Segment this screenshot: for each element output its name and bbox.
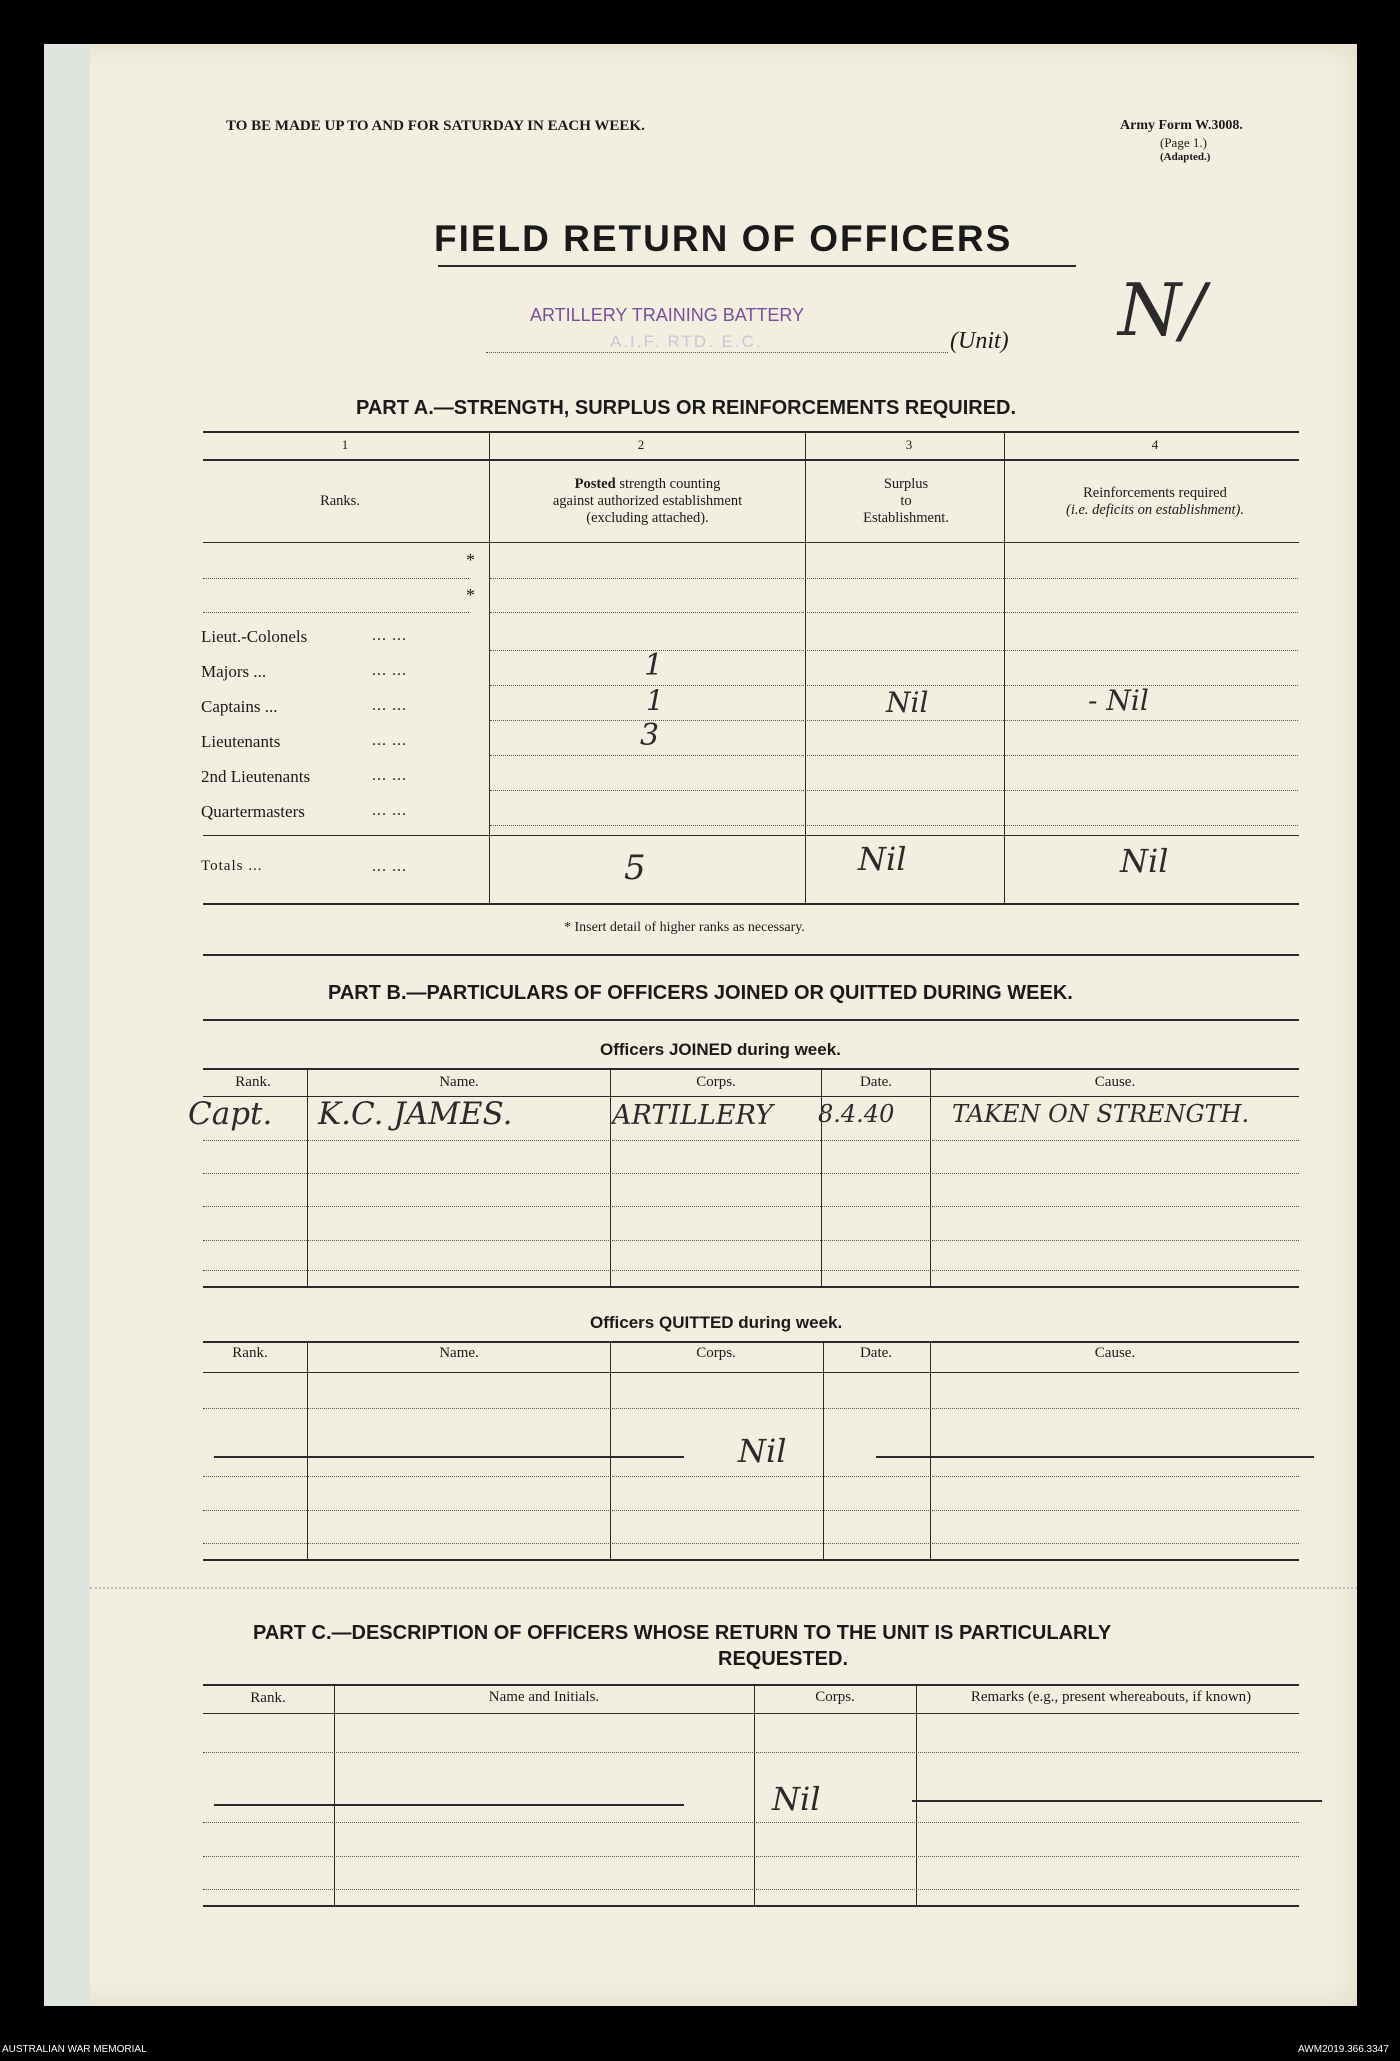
- totals-surplus: Nil: [858, 840, 907, 878]
- surplus-l2: to: [900, 493, 912, 509]
- joined-vline-4: [930, 1068, 931, 1286]
- joined-dotline-1: [203, 1140, 1299, 1141]
- col-header-surplus: [806, 476, 1006, 527]
- rank-label: 2nd Lieutenants: [201, 767, 311, 786]
- part-c-dotline-2: [203, 1822, 1299, 1823]
- part-a-numbers-rule: [203, 459, 1299, 461]
- part-b-heading: PART B.—PARTICULARS OF OFFICERS JOINED OR QUITTED DURING WEEK.: [328, 982, 1073, 1004]
- joined-col-date: Date.: [859, 1074, 893, 1090]
- totals-label: Totals ...: [201, 858, 263, 874]
- part-a-heading: PART A.—STRENGTH, SURPLUS OR REINFORCEMENTS REQUIRED.: [356, 397, 1017, 419]
- part-c-top-rule: [203, 1684, 1299, 1686]
- joined-heading: Officers JOINED during week.: [600, 1040, 841, 1059]
- quitted-nil: Nil: [738, 1432, 787, 1470]
- posted-line2: against authorized establishment: [552, 493, 743, 509]
- part-b-top-rule: [203, 1019, 1299, 1021]
- data-dotline-00: [490, 612, 1298, 613]
- handwritten-mark: N/: [1118, 268, 1206, 352]
- col-number-1: 1: [341, 437, 349, 452]
- col-number-3: 3: [905, 437, 913, 452]
- quitted-col-date: Date.: [859, 1345, 893, 1361]
- joined-col-cause: Cause.: [1094, 1074, 1136, 1090]
- part-a-vline-2: [805, 431, 806, 903]
- part-c-vline-3: [916, 1684, 917, 1906]
- joined-col-corps: Corps.: [696, 1074, 736, 1090]
- quitted-header-rule: [203, 1372, 1299, 1373]
- row-dotline: [490, 825, 1298, 826]
- joined-dotline-4: [203, 1240, 1299, 1241]
- part-c-vline-1: [334, 1684, 335, 1906]
- part-a-footnote: * Insert detail of higher ranks as necessary.: [564, 920, 805, 935]
- star-2: *: [466, 585, 475, 605]
- joined-dotline-3: [203, 1206, 1299, 1207]
- joined-vline-2: [610, 1068, 611, 1286]
- unit-stamp: ARTILLERY TRAINING BATTERY: [530, 305, 805, 325]
- data-dotline-0: [490, 578, 1298, 579]
- form-id: Army Form W.3008.: [1120, 118, 1243, 133]
- quitted-col-name: Name.: [439, 1345, 479, 1361]
- part-c-heading: PART C.—DESCRIPTION OF OFFICERS WHOSE RETURN TO THE UNIT IS PARTICULARLY: [253, 1622, 1112, 1644]
- part-c-col-remarks: Remarks (e.g., present whereabouts, if known): [970, 1689, 1252, 1705]
- surplus-l3: Establishment.: [863, 510, 949, 526]
- quitted-dotline-4: [203, 1543, 1299, 1544]
- unit-label: (Unit): [950, 328, 1009, 354]
- part-c-dotline-1: [203, 1752, 1299, 1753]
- quitted-vline-4: [930, 1341, 931, 1559]
- rank-dots: ... ...: [372, 662, 407, 679]
- posted-bold: Posted: [574, 476, 616, 492]
- title-underline: [438, 265, 1076, 267]
- row-dotline: [490, 755, 1298, 756]
- quitted-col-cause: Cause.: [1094, 1345, 1136, 1361]
- paper-stub: [44, 44, 90, 2006]
- captains-surplus: Nil: [886, 686, 929, 719]
- captains-posted: 1: [646, 684, 664, 717]
- part-a-bottom-rule: [203, 903, 1299, 905]
- unit-line: [486, 352, 948, 353]
- quitted-vline-3: [823, 1341, 824, 1559]
- joined-bottom-rule: [203, 1286, 1299, 1288]
- quitted-heading: Officers QUITTED during week.: [590, 1313, 843, 1332]
- part-c-col-corps: Corps.: [815, 1689, 855, 1705]
- rank-dots: ... ...: [372, 802, 407, 819]
- lieutenants-posted: 3: [640, 718, 660, 753]
- quitted-bottom-rule: [203, 1559, 1299, 1561]
- joined-cause: TAKEN ON STRENGTH.: [952, 1100, 1250, 1128]
- quitted-dotline-1: [203, 1408, 1299, 1409]
- footer-left: AUSTRALIAN WAR MEMORIAL: [2, 2044, 147, 2055]
- part-c-vline-2: [754, 1684, 755, 1906]
- majors-posted: 1: [644, 648, 664, 683]
- star-1: *: [466, 550, 475, 570]
- rank-label: Quartermasters: [201, 802, 305, 821]
- star-row-1-line: [203, 578, 469, 579]
- row-dotline: [490, 790, 1298, 791]
- reinf-l1: Reinforcements required: [1083, 485, 1227, 501]
- part-c-heading-line2: REQUESTED.: [718, 1648, 849, 1670]
- page-title: FIELD RETURN OF OFFICERS: [434, 218, 1013, 259]
- col-header-ranks: Ranks.: [320, 493, 360, 509]
- part-a-vline-3: [1004, 431, 1005, 903]
- joined-col-rank: Rank.: [235, 1074, 271, 1090]
- rank-label: Lieutenants: [201, 732, 281, 751]
- part-a-top-rule: [203, 431, 1299, 433]
- rank-dots: ... ...: [372, 732, 407, 749]
- part-c-strike-left: [214, 1804, 684, 1806]
- quitted-col-rank: Rank.: [232, 1345, 268, 1361]
- part-c-dotline-4: [203, 1889, 1299, 1890]
- totals-top-rule: [203, 835, 1299, 836]
- joined-dotline-5: [203, 1270, 1299, 1271]
- part-a-end-rule: [203, 954, 1299, 956]
- row-dotline: [490, 720, 1298, 721]
- surplus-l1: Surplus: [883, 476, 929, 492]
- part-c-strike-right: [912, 1800, 1322, 1802]
- part-a-header-rule: [203, 542, 1299, 543]
- part-c-nil: Nil: [772, 1780, 821, 1818]
- rank-label: Majors ...: [201, 662, 267, 681]
- instruction-text: TO BE MADE UP TO AND FOR SATURDAY IN EACH WEEK.: [226, 118, 645, 134]
- totals-dots: ... ...: [372, 858, 407, 875]
- posted-line3: (excluding attached).: [586, 510, 709, 526]
- star-row-2-line: [203, 612, 469, 613]
- joined-col-name: Name.: [439, 1074, 479, 1090]
- quitted-top-rule: [203, 1341, 1299, 1343]
- part-c-col-rank: Rank.: [250, 1690, 286, 1706]
- rank-dots: ... ...: [372, 627, 407, 644]
- quitted-strike-left: [214, 1456, 684, 1458]
- footer-right: AWM2019.366.3347: [1298, 2044, 1389, 2055]
- quitted-col-corps: Corps.: [696, 1345, 736, 1361]
- joined-top-rule: [203, 1068, 1299, 1070]
- col-number-2: 2: [637, 437, 645, 452]
- totals-reinf: Nil: [1120, 842, 1169, 880]
- joined-corps: ARTILLERY: [612, 1100, 773, 1131]
- quitted-vline-2: [610, 1341, 611, 1559]
- part-c-bottom-rule: [203, 1905, 1299, 1907]
- part-c-col-name: Name and Initials.: [488, 1689, 600, 1705]
- part-c-dotline-3: [203, 1856, 1299, 1857]
- col-number-4: 4: [1151, 437, 1159, 452]
- col-header-reinforcements: [1005, 485, 1305, 519]
- rank-label: Captains ...: [201, 697, 278, 716]
- joined-rank: Capt.: [188, 1096, 273, 1132]
- totals-posted: 5: [624, 848, 646, 888]
- quitted-dotline-2: [203, 1476, 1299, 1477]
- perforation-line: [90, 1587, 1357, 1589]
- quitted-strike-right: [876, 1456, 1314, 1458]
- rank-label: Lieut.-Colonels: [201, 627, 308, 646]
- part-c-header-rule: [203, 1713, 1299, 1714]
- col-header-posted: [490, 476, 805, 527]
- row-dotline: [490, 650, 1298, 651]
- rank-dots: ... ...: [372, 767, 407, 784]
- rank-dots: ... ...: [372, 697, 407, 714]
- adapted-label: (Adapted.): [1160, 151, 1211, 163]
- page-number: (Page 1.): [1160, 135, 1207, 150]
- quitted-dotline-3: [203, 1510, 1299, 1511]
- joined-name: K.C. JAMES.: [318, 1096, 513, 1132]
- quitted-vline-1: [307, 1341, 308, 1559]
- joined-vline-1: [307, 1068, 308, 1286]
- unit-stamp-faint: A.I.F. RTD. E.C.: [610, 332, 763, 351]
- captains-reinf: - Nil: [1088, 684, 1149, 717]
- joined-dotline-2: [203, 1173, 1299, 1174]
- reinf-l2: (i.e. deficits on establishment).: [1066, 502, 1244, 518]
- part-a-vline-1: [489, 431, 490, 903]
- posted-rest: strength counting: [619, 476, 721, 492]
- joined-date: 8.4.40: [818, 1100, 895, 1128]
